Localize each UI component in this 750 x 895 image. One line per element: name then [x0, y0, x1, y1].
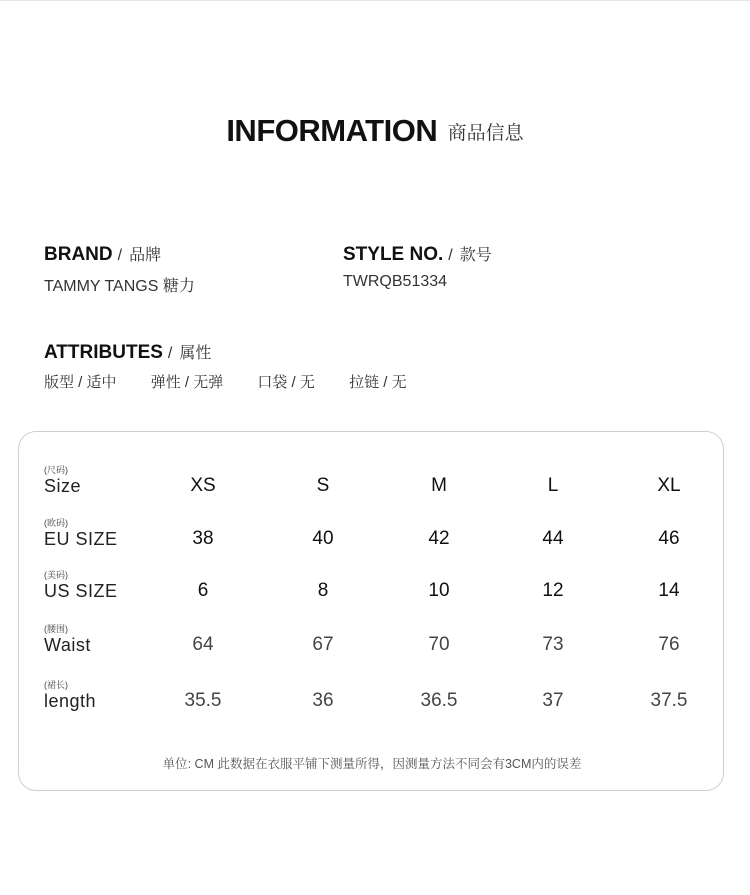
brand-value: TAMMY TANGS 糖力 — [44, 278, 195, 295]
attributes-list — [44, 371, 407, 392]
row-label — [44, 624, 91, 656]
length-row — [19, 680, 725, 720]
waist-cell: 67 — [312, 634, 334, 655]
attributes-heading — [44, 340, 211, 364]
size-cell: S — [316, 475, 330, 496]
size-cell: L — [547, 475, 559, 496]
eu-size-cell: 38 — [192, 528, 214, 549]
eu-size-cell: 44 — [542, 528, 564, 549]
size-cell: M — [431, 475, 447, 496]
eu-size-cell: 40 — [312, 528, 334, 549]
size-cell: XS — [190, 475, 216, 496]
length-cell: 36 — [312, 690, 334, 711]
eu-size-row — [19, 518, 725, 558]
waist-cell: 70 — [428, 634, 450, 655]
waist-cell: 76 — [658, 634, 680, 655]
attributes-label-zh: 属性 — [179, 345, 212, 362]
title-english: INFORMATION — [226, 113, 438, 148]
size-cell: XL — [657, 475, 681, 496]
style-no-heading — [343, 242, 492, 266]
row-label-zh: (腰围) — [44, 624, 68, 634]
row-label-zh: (裙长) — [44, 680, 68, 690]
eu-size-cell: 46 — [658, 528, 680, 549]
brand-heading — [44, 242, 161, 266]
row-label-en: Waist — [44, 635, 91, 655]
attribute-elasticity: 弹性 / 无弹 — [150, 374, 224, 391]
row-label-zh: (欧码) — [44, 518, 68, 528]
us-size-cell: 8 — [317, 580, 329, 601]
attribute-zipper: 拉链 / 无 — [349, 374, 407, 391]
length-cell: 37 — [542, 690, 564, 711]
brand-label-zh: 品牌 — [129, 247, 162, 264]
row-label — [44, 465, 81, 497]
row-label — [44, 680, 96, 712]
row-label-zh: (美码) — [44, 570, 68, 580]
us-size-row — [19, 570, 725, 610]
length-cell: 35.5 — [184, 690, 222, 711]
style-no-label-zh: 款号 — [459, 247, 492, 264]
style-no-slash: / — [448, 247, 453, 264]
us-size-cell: 10 — [428, 580, 450, 601]
row-label-en: Size — [44, 476, 82, 496]
row-label — [44, 518, 118, 550]
brand-slash: / — [117, 247, 123, 264]
row-label-en: US SIZE — [44, 581, 118, 601]
length-cell: 36.5 — [420, 690, 458, 711]
row-label-zh: (尺码) — [44, 465, 68, 475]
row-label — [44, 570, 118, 602]
us-size-cell: 12 — [542, 580, 564, 601]
top-divider — [0, 0, 750, 1]
size-chart — [18, 431, 724, 791]
row-label-en: length — [44, 691, 97, 711]
row-label-en: EU SIZE — [44, 529, 118, 549]
size-row — [19, 465, 725, 505]
title-chinese: 商品信息 — [447, 122, 524, 144]
attribute-pocket: 口袋 / 无 — [257, 374, 315, 391]
eu-size-cell: 42 — [428, 528, 450, 549]
attribute-fit: 版型 / 适中 — [44, 374, 117, 391]
length-cell: 37.5 — [650, 690, 688, 711]
attributes-slash: / — [167, 345, 173, 362]
brand-label: BRAND — [44, 244, 113, 265]
style-no-label: STYLE NO. — [343, 244, 444, 265]
attributes-label: ATTRIBUTES — [44, 342, 163, 363]
us-size-cell: 6 — [197, 580, 209, 601]
us-size-cell: 14 — [658, 580, 680, 601]
waist-cell: 64 — [192, 634, 214, 655]
waist-cell: 73 — [542, 634, 564, 655]
style-no-value: TWRQB51334 — [343, 273, 448, 290]
measurement-note: 单位: CM 此数据在衣服平铺下测量所得，因测量方法不同会有3CM内的误差 — [162, 757, 582, 771]
page-title — [0, 113, 750, 149]
waist-row — [19, 624, 725, 664]
